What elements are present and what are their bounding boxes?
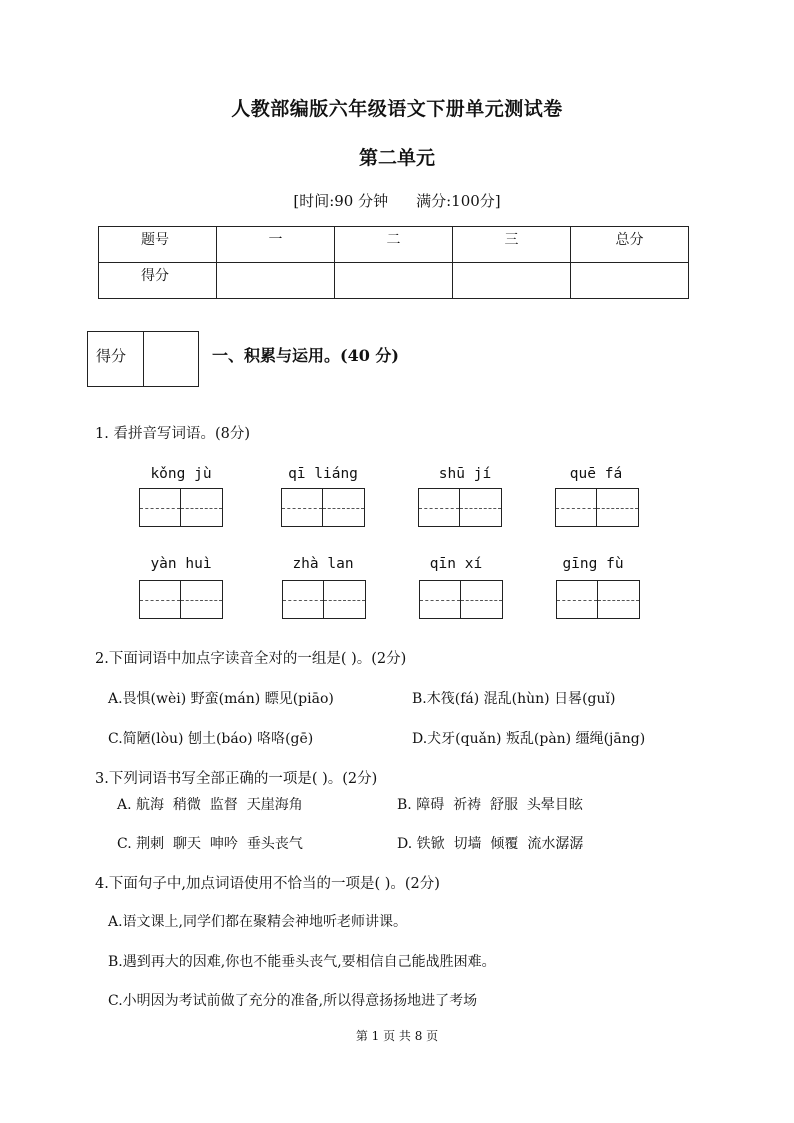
option-b[interactable]: B.遇到再大的因难,你也不能垂头丧气,要相信自己能战胜困难。	[108, 954, 496, 970]
option-b[interactable]: B. 障碍 祈祷 舒服 头晕目眩	[397, 797, 583, 813]
section-title: 一、积累与运用。(40 分)	[212, 346, 399, 365]
section-score-box	[87, 331, 199, 387]
pinyin-label: qī liáng	[288, 466, 358, 482]
table-cell: 得分	[99, 263, 217, 299]
writing-grid[interactable]	[556, 580, 640, 619]
pinyin-label: quē fá	[569, 466, 623, 482]
table-cell: 一	[217, 227, 335, 263]
writing-grid[interactable]	[139, 580, 223, 619]
time-limit: [时间:90 分钟	[293, 192, 389, 210]
table-cell: 总分	[571, 227, 689, 263]
option-a[interactable]: A. 航海 稍微 监督 天崖海角	[117, 797, 303, 813]
writing-grid[interactable]	[281, 488, 365, 527]
question-2: 2.下面词语中加点字读音全对的一组是( )。(2分)	[95, 651, 407, 667]
question-1: 1. 看拼音写词语。(8分)	[95, 426, 250, 442]
option-c[interactable]: C. 荆刺 聊天 呻吟 垂头丧气	[117, 836, 303, 852]
table-row	[99, 263, 689, 299]
pinyin-label: shū jí	[438, 466, 492, 482]
time-score-line	[0, 190, 794, 211]
table-cell: 题号	[99, 227, 217, 263]
table-cell[interactable]	[571, 263, 689, 299]
table-row	[99, 227, 689, 263]
option-d[interactable]: D. 铁锨 切墙 倾覆 流水潺潺	[397, 836, 584, 852]
option-b[interactable]: B.木筏(fá) 混乱(hùn) 日晷(guǐ)	[412, 691, 616, 707]
writing-grid[interactable]	[418, 488, 502, 527]
table-cell: 三	[453, 227, 571, 263]
table-cell[interactable]	[453, 263, 571, 299]
writing-grid[interactable]	[139, 488, 223, 527]
exam-title: 人教部编版六年级语文下册单元测试卷	[231, 98, 563, 120]
option-d[interactable]: D.犬牙(quǎn) 叛乱(pàn) 缰绳(jāng)	[412, 731, 646, 747]
question-4: 4.下面句子中,加点词语使用不恰当的一项是( )。(2分)	[95, 876, 440, 892]
section-score-label: 得分	[96, 347, 127, 365]
writing-grid[interactable]	[282, 580, 366, 619]
pinyin-label: yàn huì	[150, 556, 212, 572]
writing-grid[interactable]	[419, 580, 503, 619]
option-a[interactable]: A.畏惧(wèi) 野蛮(mán) 瞟见(piāo)	[108, 691, 334, 707]
table-cell: 二	[335, 227, 453, 263]
unit-subtitle: 第二单元	[358, 147, 435, 169]
pinyin-label: gīng fù	[562, 556, 624, 572]
pinyin-label: kǒng jù	[150, 466, 212, 482]
option-a[interactable]: A.语文课上,同学们都在聚精会神地听老师讲课。	[108, 914, 408, 930]
score-table	[98, 226, 689, 299]
question-3: 3.下列词语书写全部正确的一项是( )。(2分)	[95, 771, 378, 787]
option-c[interactable]: C.简陋(lòu) 刨土(báo) 咯咯(gē)	[108, 731, 314, 747]
table-cell[interactable]	[217, 263, 335, 299]
table-cell[interactable]	[335, 263, 453, 299]
writing-grid[interactable]	[555, 488, 639, 527]
pinyin-label: zhà lan	[292, 556, 354, 572]
option-c[interactable]: C.小明因为考试前做了充分的准备,所以得意扬扬地进了考场	[108, 993, 478, 1009]
full-score: 满分:100分]	[416, 192, 501, 210]
pinyin-label: qīn xí	[429, 556, 483, 572]
page-footer: 第 1 页 共 8 页	[355, 1029, 439, 1043]
divider	[143, 332, 144, 386]
